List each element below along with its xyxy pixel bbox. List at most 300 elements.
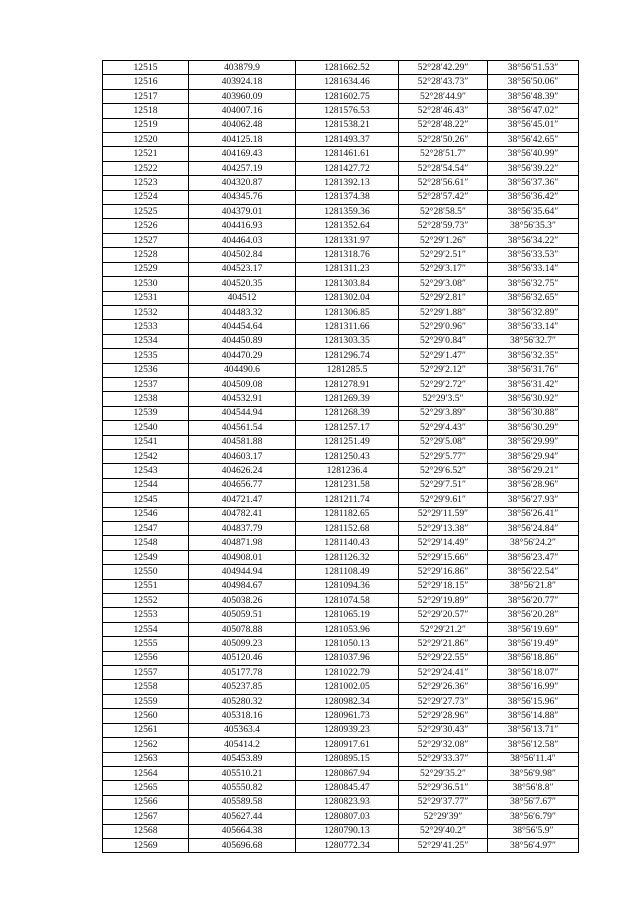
- x-coordinate-cell: 404470.29: [189, 349, 296, 363]
- table-row: [103, 622, 579, 636]
- y-coordinate-cell: 1280895.15: [296, 752, 399, 766]
- x-coordinate-cell: 404944.94: [189, 565, 296, 579]
- y-coordinate-cell: 1281662.52: [296, 61, 399, 75]
- point-number-cell: 12556: [103, 651, 189, 665]
- y-coordinate-cell: 1281268.39: [296, 406, 399, 420]
- table-row: [103, 464, 579, 478]
- point-number-cell: 12540: [103, 421, 189, 435]
- x-coordinate-cell: 404656.77: [189, 478, 296, 492]
- latitude-cell: 52°29′0.96″: [399, 320, 488, 334]
- latitude-cell: 52°29′4.43″: [399, 421, 488, 435]
- table-body: [103, 61, 579, 853]
- x-coordinate-cell: 405550.82: [189, 781, 296, 795]
- longitude-cell: 38°56′39.22″: [488, 161, 579, 175]
- y-coordinate-cell: 1281285.5: [296, 363, 399, 377]
- longitude-cell: 38°56′27.93″: [488, 493, 579, 507]
- latitude-cell: 52°29′3.08″: [399, 277, 488, 291]
- x-coordinate-cell: 404984.67: [189, 579, 296, 593]
- latitude-cell: 52°29′27.73″: [399, 694, 488, 708]
- point-number-cell: 12550: [103, 565, 189, 579]
- x-coordinate-cell: 405363.4: [189, 723, 296, 737]
- point-number-cell: 12557: [103, 666, 189, 680]
- x-coordinate-cell: 404379.01: [189, 205, 296, 219]
- x-coordinate-cell: 405099.23: [189, 637, 296, 651]
- x-coordinate-cell: 404509.08: [189, 377, 296, 391]
- longitude-cell: 38°56′11.4″: [488, 752, 579, 766]
- point-number-cell: 12545: [103, 493, 189, 507]
- point-number-cell: 12529: [103, 262, 189, 276]
- table-row: [103, 61, 579, 75]
- longitude-cell: 38°56′29.21″: [488, 464, 579, 478]
- longitude-cell: 38°56′32.89″: [488, 305, 579, 319]
- table-row: [103, 680, 579, 694]
- latitude-cell: 52°28′58.5″: [399, 205, 488, 219]
- table-row: [103, 478, 579, 492]
- y-coordinate-cell: 1281053.96: [296, 622, 399, 636]
- longitude-cell: 38°56′5.9″: [488, 824, 579, 838]
- x-coordinate-cell: 404581.88: [189, 435, 296, 449]
- longitude-cell: 38°56′23.47″: [488, 550, 579, 564]
- point-number-cell: 12567: [103, 810, 189, 824]
- latitude-cell: 52°29′5.08″: [399, 435, 488, 449]
- table-row: [103, 810, 579, 824]
- latitude-cell: 52°28′50.26″: [399, 133, 488, 147]
- table-row: [103, 190, 579, 204]
- y-coordinate-cell: 1281251.49: [296, 435, 399, 449]
- latitude-cell: 52°29′3.17″: [399, 262, 488, 276]
- latitude-cell: 52°28′46.43″: [399, 104, 488, 118]
- table-row: [103, 536, 579, 550]
- x-coordinate-cell: 404532.91: [189, 392, 296, 406]
- latitude-cell: 52°29′33.37″: [399, 752, 488, 766]
- point-number-cell: 12536: [103, 363, 189, 377]
- y-coordinate-cell: 1281318.76: [296, 248, 399, 262]
- y-coordinate-cell: 1281278.91: [296, 377, 399, 391]
- table-row: [103, 694, 579, 708]
- y-coordinate-cell: 1281303.35: [296, 334, 399, 348]
- longitude-cell: 38°56′33.14″: [488, 262, 579, 276]
- table-row: [103, 565, 579, 579]
- table-row: [103, 262, 579, 276]
- point-number-cell: 12558: [103, 680, 189, 694]
- point-number-cell: 12568: [103, 824, 189, 838]
- longitude-cell: 38°56′4.97″: [488, 838, 579, 852]
- table-row: [103, 320, 579, 334]
- table-row: [103, 133, 579, 147]
- longitude-cell: 38°56′18.86″: [488, 651, 579, 665]
- longitude-cell: 38°56′30.88″: [488, 406, 579, 420]
- y-coordinate-cell: 1280772.34: [296, 838, 399, 852]
- y-coordinate-cell: 1281108.49: [296, 565, 399, 579]
- longitude-cell: 38°56′32.7″: [488, 334, 579, 348]
- x-coordinate-cell: 404345.76: [189, 190, 296, 204]
- y-coordinate-cell: 1281050.13: [296, 637, 399, 651]
- longitude-cell: 38°56′33.53″: [488, 248, 579, 262]
- longitude-cell: 38°56′50.06″: [488, 75, 579, 89]
- x-coordinate-cell: 404454.64: [189, 320, 296, 334]
- latitude-cell: 52°28′42.29″: [399, 61, 488, 75]
- latitude-cell: 52°28′57.42″: [399, 190, 488, 204]
- longitude-cell: 38°56′19.49″: [488, 637, 579, 651]
- latitude-cell: 52°29′37.77″: [399, 795, 488, 809]
- x-coordinate-cell: 403879.9: [189, 61, 296, 75]
- x-coordinate-cell: 404502.84: [189, 248, 296, 262]
- longitude-cell: 38°56′32.35″: [488, 349, 579, 363]
- x-coordinate-cell: 404782.41: [189, 507, 296, 521]
- latitude-cell: 52°29′35.2″: [399, 766, 488, 780]
- x-coordinate-cell: 405318.16: [189, 709, 296, 723]
- x-coordinate-cell: 405059.51: [189, 608, 296, 622]
- x-coordinate-cell: 404169.43: [189, 147, 296, 161]
- table-row: [103, 579, 579, 593]
- latitude-cell: 52°29′39″: [399, 810, 488, 824]
- longitude-cell: 38°56′12.58″: [488, 738, 579, 752]
- point-number-cell: 12527: [103, 233, 189, 247]
- latitude-cell: 52°29′0.84″: [399, 334, 488, 348]
- longitude-cell: 38°56′14.88″: [488, 709, 579, 723]
- table-row: [103, 334, 579, 348]
- point-number-cell: 12535: [103, 349, 189, 363]
- latitude-cell: 52°29′13.38″: [399, 522, 488, 536]
- table-row: [103, 449, 579, 463]
- x-coordinate-cell: 404483.32: [189, 305, 296, 319]
- longitude-cell: 38°56′20.28″: [488, 608, 579, 622]
- point-number-cell: 12551: [103, 579, 189, 593]
- latitude-cell: 52°29′15.66″: [399, 550, 488, 564]
- y-coordinate-cell: 1281236.4: [296, 464, 399, 478]
- longitude-cell: 38°56′32.75″: [488, 277, 579, 291]
- y-coordinate-cell: 1281303.84: [296, 277, 399, 291]
- table-row: [103, 493, 579, 507]
- latitude-cell: 52°29′24.41″: [399, 666, 488, 680]
- latitude-cell: 52°29′20.57″: [399, 608, 488, 622]
- y-coordinate-cell: 1281306.85: [296, 305, 399, 319]
- y-coordinate-cell: 1281140.43: [296, 536, 399, 550]
- x-coordinate-cell: 405414.2: [189, 738, 296, 752]
- y-coordinate-cell: 1281152.68: [296, 522, 399, 536]
- y-coordinate-cell: 1281352.64: [296, 219, 399, 233]
- latitude-cell: 52°28′44.9″: [399, 89, 488, 103]
- latitude-cell: 52°29′28.96″: [399, 709, 488, 723]
- table-row: [103, 75, 579, 89]
- point-number-cell: 12560: [103, 709, 189, 723]
- x-coordinate-cell: 404062.48: [189, 118, 296, 132]
- table-row: [103, 305, 579, 319]
- point-number-cell: 12564: [103, 766, 189, 780]
- latitude-cell: 52°29′1.26″: [399, 233, 488, 247]
- y-coordinate-cell: 1281538.21: [296, 118, 399, 132]
- table-row: [103, 594, 579, 608]
- x-coordinate-cell: 404908.01: [189, 550, 296, 564]
- point-number-cell: 12554: [103, 622, 189, 636]
- longitude-cell: 38°56′24.84″: [488, 522, 579, 536]
- y-coordinate-cell: 1280982.34: [296, 694, 399, 708]
- x-coordinate-cell: 405696.68: [189, 838, 296, 852]
- point-number-cell: 12517: [103, 89, 189, 103]
- x-coordinate-cell: 404450.89: [189, 334, 296, 348]
- x-coordinate-cell: 404490.6: [189, 363, 296, 377]
- point-number-cell: 12565: [103, 781, 189, 795]
- x-coordinate-cell: 404464.03: [189, 233, 296, 247]
- table-row: [103, 666, 579, 680]
- y-coordinate-cell: 1281374.38: [296, 190, 399, 204]
- point-number-cell: 12519: [103, 118, 189, 132]
- x-coordinate-cell: 405453.89: [189, 752, 296, 766]
- x-coordinate-cell: 404320.87: [189, 176, 296, 190]
- latitude-cell: 52°29′19.89″: [399, 594, 488, 608]
- longitude-cell: 38°56′48.39″: [488, 89, 579, 103]
- longitude-cell: 38°56′40.99″: [488, 147, 579, 161]
- latitude-cell: 52°29′1.47″: [399, 349, 488, 363]
- longitude-cell: 38°56′34.22″: [488, 233, 579, 247]
- x-coordinate-cell: 405038.26: [189, 594, 296, 608]
- x-coordinate-cell: 403960.09: [189, 89, 296, 103]
- longitude-cell: 38°56′8.8″: [488, 781, 579, 795]
- x-coordinate-cell: 404603.17: [189, 449, 296, 463]
- x-coordinate-cell: 405078.88: [189, 622, 296, 636]
- y-coordinate-cell: 1281427.72: [296, 161, 399, 175]
- table-row: [103, 723, 579, 737]
- x-coordinate-cell: 405120.46: [189, 651, 296, 665]
- point-number-cell: 12525: [103, 205, 189, 219]
- table-row: [103, 406, 579, 420]
- x-coordinate-cell: 404125.18: [189, 133, 296, 147]
- table-row: [103, 608, 579, 622]
- y-coordinate-cell: 1281302.04: [296, 291, 399, 305]
- latitude-cell: 52°29′5.77″: [399, 449, 488, 463]
- y-coordinate-cell: 1281493.37: [296, 133, 399, 147]
- latitude-cell: 52°29′2.81″: [399, 291, 488, 305]
- point-number-cell: 12530: [103, 277, 189, 291]
- longitude-cell: 38°56′37.36″: [488, 176, 579, 190]
- longitude-cell: 38°56′29.99″: [488, 435, 579, 449]
- y-coordinate-cell: 1281359.36: [296, 205, 399, 219]
- latitude-cell: 52°28′48.22″: [399, 118, 488, 132]
- point-number-cell: 12541: [103, 435, 189, 449]
- y-coordinate-cell: 1281074.58: [296, 594, 399, 608]
- latitude-cell: 52°29′16.86″: [399, 565, 488, 579]
- y-coordinate-cell: 1281311.23: [296, 262, 399, 276]
- y-coordinate-cell: 1281037.96: [296, 651, 399, 665]
- table-row: [103, 507, 579, 521]
- point-number-cell: 12546: [103, 507, 189, 521]
- point-number-cell: 12549: [103, 550, 189, 564]
- latitude-cell: 52°29′1.88″: [399, 305, 488, 319]
- longitude-cell: 38°56′19.69″: [488, 622, 579, 636]
- longitude-cell: 38°56′26.41″: [488, 507, 579, 521]
- longitude-cell: 38°56′18.07″: [488, 666, 579, 680]
- table-row: [103, 205, 579, 219]
- latitude-cell: 52°29′36.51″: [399, 781, 488, 795]
- latitude-cell: 52°28′51.7″: [399, 147, 488, 161]
- point-number-cell: 12520: [103, 133, 189, 147]
- y-coordinate-cell: 1280961.73: [296, 709, 399, 723]
- point-number-cell: 12555: [103, 637, 189, 651]
- y-coordinate-cell: 1281231.58: [296, 478, 399, 492]
- table-row: [103, 838, 579, 852]
- y-coordinate-cell: 1280917.61: [296, 738, 399, 752]
- point-number-cell: 12528: [103, 248, 189, 262]
- x-coordinate-cell: 404626.24: [189, 464, 296, 478]
- longitude-cell: 38°56′30.29″: [488, 421, 579, 435]
- longitude-cell: 38°56′32.65″: [488, 291, 579, 305]
- x-coordinate-cell: 404871.98: [189, 536, 296, 550]
- y-coordinate-cell: 1281211.74: [296, 493, 399, 507]
- longitude-cell: 38°56′36.42″: [488, 190, 579, 204]
- longitude-cell: 38°56′13.71″: [488, 723, 579, 737]
- longitude-cell: 38°56′7.67″: [488, 795, 579, 809]
- latitude-cell: 52°29′14.49″: [399, 536, 488, 550]
- latitude-cell: 52°29′7.51″: [399, 478, 488, 492]
- point-number-cell: 12566: [103, 795, 189, 809]
- y-coordinate-cell: 1280845.47: [296, 781, 399, 795]
- table-row: [103, 421, 579, 435]
- x-coordinate-cell: 404416.93: [189, 219, 296, 233]
- latitude-cell: 52°29′3.5″: [399, 392, 488, 406]
- latitude-cell: 52°29′2.72″: [399, 377, 488, 391]
- x-coordinate-cell: 405237.85: [189, 680, 296, 694]
- latitude-cell: 52°29′3.89″: [399, 406, 488, 420]
- table-row: [103, 147, 579, 161]
- point-number-cell: 12539: [103, 406, 189, 420]
- latitude-cell: 52°28′43.73″: [399, 75, 488, 89]
- latitude-cell: 52°29′21.86″: [399, 637, 488, 651]
- longitude-cell: 38°56′6.79″: [488, 810, 579, 824]
- x-coordinate-cell: 404512: [189, 291, 296, 305]
- point-number-cell: 12531: [103, 291, 189, 305]
- longitude-cell: 38°56′33.14″: [488, 320, 579, 334]
- table-row: [103, 89, 579, 103]
- point-number-cell: 12559: [103, 694, 189, 708]
- x-coordinate-cell: 404520.35: [189, 277, 296, 291]
- point-number-cell: 12516: [103, 75, 189, 89]
- table-row: [103, 709, 579, 723]
- point-number-cell: 12561: [103, 723, 189, 737]
- latitude-cell: 52°28′59.73″: [399, 219, 488, 233]
- point-number-cell: 12547: [103, 522, 189, 536]
- latitude-cell: 52°29′26.36″: [399, 680, 488, 694]
- y-coordinate-cell: 1280867.94: [296, 766, 399, 780]
- y-coordinate-cell: 1281634.46: [296, 75, 399, 89]
- longitude-cell: 38°56′24.2″: [488, 536, 579, 550]
- x-coordinate-cell: 404257.19: [189, 161, 296, 175]
- table-row: [103, 781, 579, 795]
- longitude-cell: 38°56′31.76″: [488, 363, 579, 377]
- table-row: [103, 176, 579, 190]
- table-row: [103, 349, 579, 363]
- y-coordinate-cell: 1280823.93: [296, 795, 399, 809]
- point-number-cell: 12533: [103, 320, 189, 334]
- y-coordinate-cell: 1281296.74: [296, 349, 399, 363]
- latitude-cell: 52°29′21.2″: [399, 622, 488, 636]
- table-row: [103, 435, 579, 449]
- longitude-cell: 38°56′9.98″: [488, 766, 579, 780]
- table-row: [103, 233, 579, 247]
- longitude-cell: 38°56′31.42″: [488, 377, 579, 391]
- longitude-cell: 38°56′28.96″: [488, 478, 579, 492]
- point-number-cell: 12552: [103, 594, 189, 608]
- x-coordinate-cell: 404837.79: [189, 522, 296, 536]
- table-row: [103, 392, 579, 406]
- longitude-cell: 38°56′20.77″: [488, 594, 579, 608]
- latitude-cell: 52°29′30.43″: [399, 723, 488, 737]
- table-row: [103, 363, 579, 377]
- longitude-cell: 38°56′21.8″: [488, 579, 579, 593]
- point-number-cell: 12522: [103, 161, 189, 175]
- y-coordinate-cell: 1281392.13: [296, 176, 399, 190]
- longitude-cell: 38°56′15.96″: [488, 694, 579, 708]
- longitude-cell: 38°56′51.53″: [488, 61, 579, 75]
- table-row: [103, 752, 579, 766]
- table-row: [103, 291, 579, 305]
- x-coordinate-cell: 405280.32: [189, 694, 296, 708]
- point-number-cell: 12532: [103, 305, 189, 319]
- latitude-cell: 52°28′56.61″: [399, 176, 488, 190]
- longitude-cell: 38°56′30.92″: [488, 392, 579, 406]
- y-coordinate-cell: 1281461.61: [296, 147, 399, 161]
- longitude-cell: 38°56′47.02″: [488, 104, 579, 118]
- latitude-cell: 52°29′9.61″: [399, 493, 488, 507]
- x-coordinate-cell: 405510.21: [189, 766, 296, 780]
- table-row: [103, 248, 579, 262]
- point-number-cell: 12553: [103, 608, 189, 622]
- point-number-cell: 12526: [103, 219, 189, 233]
- point-number-cell: 12562: [103, 738, 189, 752]
- y-coordinate-cell: 1280939.23: [296, 723, 399, 737]
- y-coordinate-cell: 1281602.75: [296, 89, 399, 103]
- y-coordinate-cell: 1281576.53: [296, 104, 399, 118]
- table-row: [103, 118, 579, 132]
- point-number-cell: 12548: [103, 536, 189, 550]
- table-row: [103, 651, 579, 665]
- longitude-cell: 38°56′29.94″: [488, 449, 579, 463]
- y-coordinate-cell: 1281182.65: [296, 507, 399, 521]
- table-row: [103, 766, 579, 780]
- latitude-cell: 52°28′54.54″: [399, 161, 488, 175]
- point-number-cell: 12518: [103, 104, 189, 118]
- y-coordinate-cell: 1281094.36: [296, 579, 399, 593]
- point-number-cell: 12534: [103, 334, 189, 348]
- y-coordinate-cell: 1281002.05: [296, 680, 399, 694]
- latitude-cell: 52°29′2.12″: [399, 363, 488, 377]
- table-row: [103, 522, 579, 536]
- point-number-cell: 12537: [103, 377, 189, 391]
- latitude-cell: 52°29′18.15″: [399, 579, 488, 593]
- table-row: [103, 795, 579, 809]
- longitude-cell: 38°56′16.99″: [488, 680, 579, 694]
- table-row: [103, 550, 579, 564]
- x-coordinate-cell: 404007.16: [189, 104, 296, 118]
- y-coordinate-cell: 1281331.97: [296, 233, 399, 247]
- y-coordinate-cell: 1281250.43: [296, 449, 399, 463]
- coordinates-table: [102, 60, 579, 853]
- y-coordinate-cell: 1281022.79: [296, 666, 399, 680]
- point-number-cell: 12543: [103, 464, 189, 478]
- point-number-cell: 12538: [103, 392, 189, 406]
- latitude-cell: 52°29′2.51″: [399, 248, 488, 262]
- x-coordinate-cell: 405627.44: [189, 810, 296, 824]
- x-coordinate-cell: 404561.54: [189, 421, 296, 435]
- latitude-cell: 52°29′41.25″: [399, 838, 488, 852]
- table-row: [103, 738, 579, 752]
- y-coordinate-cell: 1281065.19: [296, 608, 399, 622]
- table-row: [103, 824, 579, 838]
- table-row: [103, 104, 579, 118]
- table-row: [103, 637, 579, 651]
- point-number-cell: 12523: [103, 176, 189, 190]
- point-number-cell: 12544: [103, 478, 189, 492]
- point-number-cell: 12521: [103, 147, 189, 161]
